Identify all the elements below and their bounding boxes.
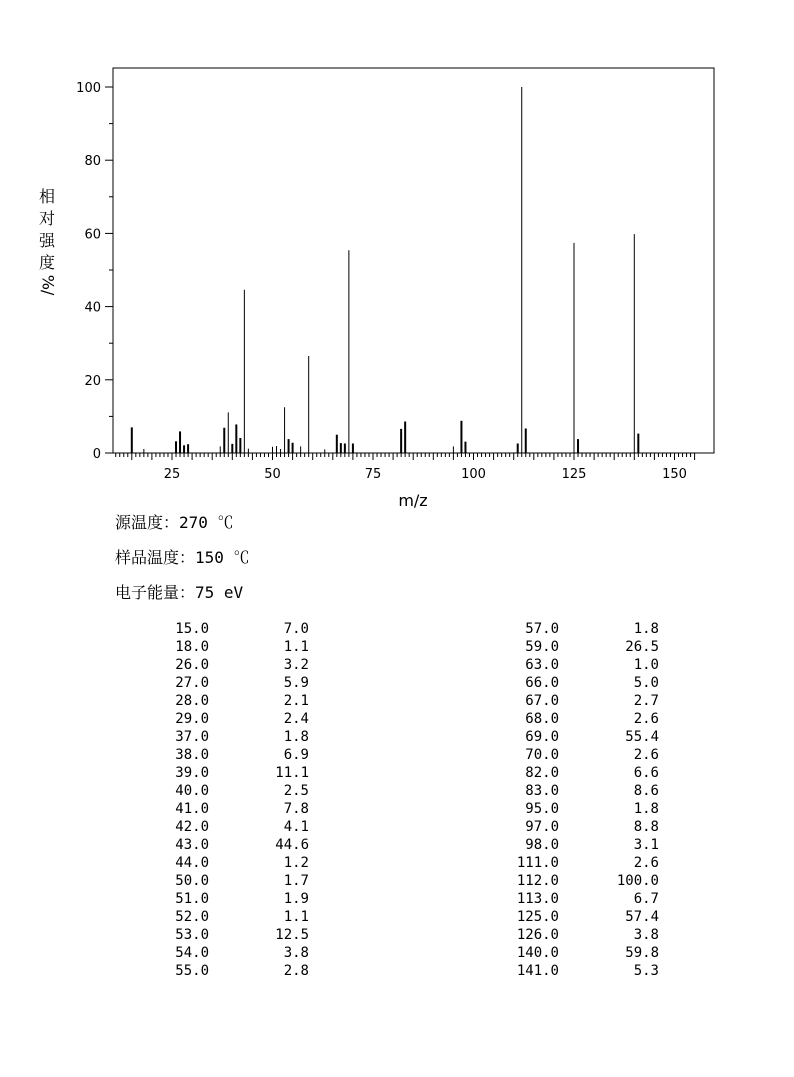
intensity-value: 11.1 (275, 765, 309, 781)
intensity-value: 1.2 (283, 855, 309, 871)
intensity-value: 8.6 (633, 783, 659, 799)
mz-value: 67.0 (525, 693, 559, 709)
mz-value: 98.0 (525, 837, 559, 853)
mz-value: 37.0 (175, 729, 209, 745)
y-axis-title-char: 强 (38, 231, 55, 250)
mz-value: 28.0 (175, 693, 209, 709)
table-row (0, 638, 670, 656)
intensity-value: 3.1 (633, 837, 659, 853)
mz-value: 27.0 (175, 675, 209, 691)
intensity-value: 100.0 (616, 873, 659, 889)
mz-value: 97.0 (525, 819, 559, 835)
mz-value: 111.0 (516, 855, 559, 871)
y-tick-label: 60 (84, 227, 101, 243)
intensity-value: 6.9 (283, 747, 309, 763)
spectrum-peaks (132, 87, 639, 453)
x-tick-label: 100 (461, 467, 486, 482)
intensity-value: 8.8 (633, 819, 659, 835)
mz-value: 52.0 (175, 909, 209, 925)
mz-value: 51.0 (175, 891, 209, 907)
y-axis-title-char: 相 (38, 187, 55, 206)
intensity-value: 2.8 (283, 963, 309, 979)
table-row (0, 620, 670, 638)
mz-value: 15.0 (175, 621, 209, 637)
y-axis-ticks (76, 81, 113, 462)
x-tick-label: 125 (561, 467, 587, 482)
mz-value: 55.0 (175, 963, 209, 979)
x-tick-label: 150 (662, 467, 687, 482)
table-row (0, 746, 670, 764)
peak-table-right (0, 620, 670, 980)
intensity-value: 2.6 (633, 747, 659, 763)
intensity-value: 1.1 (283, 639, 309, 655)
y-axis-title-unit: %/ (38, 274, 57, 296)
intensity-value: 5.9 (283, 675, 309, 691)
intensity-value: 44.6 (275, 837, 309, 853)
intensity-value: 4.1 (283, 819, 309, 835)
mz-value: 112.0 (516, 873, 559, 889)
mz-value: 54.0 (175, 945, 209, 961)
intensity-value: 55.4 (625, 729, 659, 745)
table-row (0, 692, 670, 710)
mz-value: 140.0 (516, 945, 559, 961)
table-row (0, 800, 670, 818)
table-row (0, 926, 670, 944)
intensity-value: 3.8 (633, 927, 659, 943)
intensity-value: 2.7 (633, 693, 659, 709)
intensity-value: 6.6 (633, 765, 659, 781)
y-axis-title-char: 度 (38, 253, 55, 272)
mz-value: 68.0 (525, 711, 559, 727)
table-row (0, 854, 670, 872)
intensity-value: 6.7 (633, 891, 659, 907)
mz-value: 59.0 (525, 639, 559, 655)
y-axis-title-char: 对 (38, 209, 55, 228)
mz-value: 141.0 (516, 963, 559, 979)
table-row (0, 674, 670, 692)
x-axis-ticks (132, 453, 695, 482)
mz-value: 39.0 (175, 765, 209, 781)
mz-value: 66.0 (525, 675, 559, 691)
mz-value: 113.0 (516, 891, 559, 907)
mz-value: 40.0 (175, 783, 209, 799)
intensity-value: 12.5 (275, 927, 309, 943)
intensity-value: 7.0 (283, 621, 309, 637)
intensity-value: 3.8 (283, 945, 309, 961)
intensity-value: 1.0 (633, 657, 659, 673)
table-row (0, 890, 670, 908)
y-tick-label: 80 (84, 154, 101, 170)
mz-value: 41.0 (175, 801, 209, 817)
mz-value: 95.0 (525, 801, 559, 817)
mz-value: 70.0 (525, 747, 559, 763)
intensity-value: 1.8 (633, 621, 659, 637)
mz-value: 29.0 (175, 711, 209, 727)
intensity-value: 1.7 (283, 873, 309, 889)
mass-spectrum-chart (0, 0, 794, 520)
x-minor-ticks (116, 453, 691, 457)
intensity-value: 1.1 (283, 909, 309, 925)
mz-value: 126.0 (516, 927, 559, 943)
y-tick-label: 0 (92, 447, 101, 462)
x-tick-label: 75 (364, 467, 382, 482)
intensity-value: 57.4 (625, 909, 659, 925)
y-tick-label: 40 (84, 300, 101, 316)
table-row (0, 962, 670, 980)
x-tick-label: 50 (264, 467, 281, 482)
intensity-value: 7.8 (283, 801, 309, 817)
table-row (0, 818, 670, 836)
x-tick-label: 25 (163, 467, 181, 482)
x-axis-title: m/z (398, 491, 428, 510)
mz-value: 50.0 (175, 873, 209, 889)
intensity-value: 2.6 (633, 711, 659, 727)
mz-value: 26.0 (175, 657, 209, 673)
table-row (0, 728, 670, 746)
electron-energy: 电子能量：75 eV (115, 583, 244, 602)
mz-value: 18.0 (175, 639, 209, 655)
y-axis-title (36, 186, 58, 296)
intensity-value: 1.8 (633, 801, 659, 817)
intensity-value: 1.9 (283, 891, 309, 907)
intensity-value: 5.3 (633, 963, 659, 979)
plot-frame (113, 68, 714, 453)
y-tick-label: 20 (84, 373, 101, 389)
mz-value: 82.0 (525, 765, 559, 781)
table-row (0, 710, 670, 728)
mz-value: 53.0 (175, 927, 209, 943)
table-row (0, 656, 670, 674)
table-row (0, 872, 670, 890)
mz-value: 38.0 (175, 747, 209, 763)
mz-value: 69.0 (525, 729, 559, 745)
intensity-value: 59.8 (625, 945, 659, 961)
mz-value: 125.0 (516, 909, 559, 925)
y-tick-label: 100 (76, 81, 101, 96)
intensity-value: 2.6 (633, 855, 659, 871)
mz-value: 44.0 (175, 855, 209, 871)
intensity-value: 1.8 (283, 729, 309, 745)
source-temperature: 源温度：270 ℃ (115, 513, 234, 532)
table-row (0, 908, 670, 926)
table-row (0, 782, 670, 800)
mz-value: 43.0 (175, 837, 209, 853)
mz-value: 57.0 (525, 621, 559, 637)
intensity-value: 3.2 (283, 657, 309, 673)
intensity-value: 2.5 (283, 783, 309, 799)
intensity-value: 2.1 (283, 693, 309, 709)
table-row (0, 764, 670, 782)
table-row (0, 836, 670, 854)
mz-value: 63.0 (525, 657, 559, 673)
table-row (0, 944, 670, 962)
sample-temperature: 样品温度：150 ℃ (115, 548, 250, 567)
intensity-value: 26.5 (625, 639, 659, 655)
intensity-value: 5.0 (633, 675, 659, 691)
mz-value: 83.0 (525, 783, 559, 799)
mz-value: 42.0 (175, 819, 209, 835)
intensity-value: 2.4 (283, 711, 309, 727)
